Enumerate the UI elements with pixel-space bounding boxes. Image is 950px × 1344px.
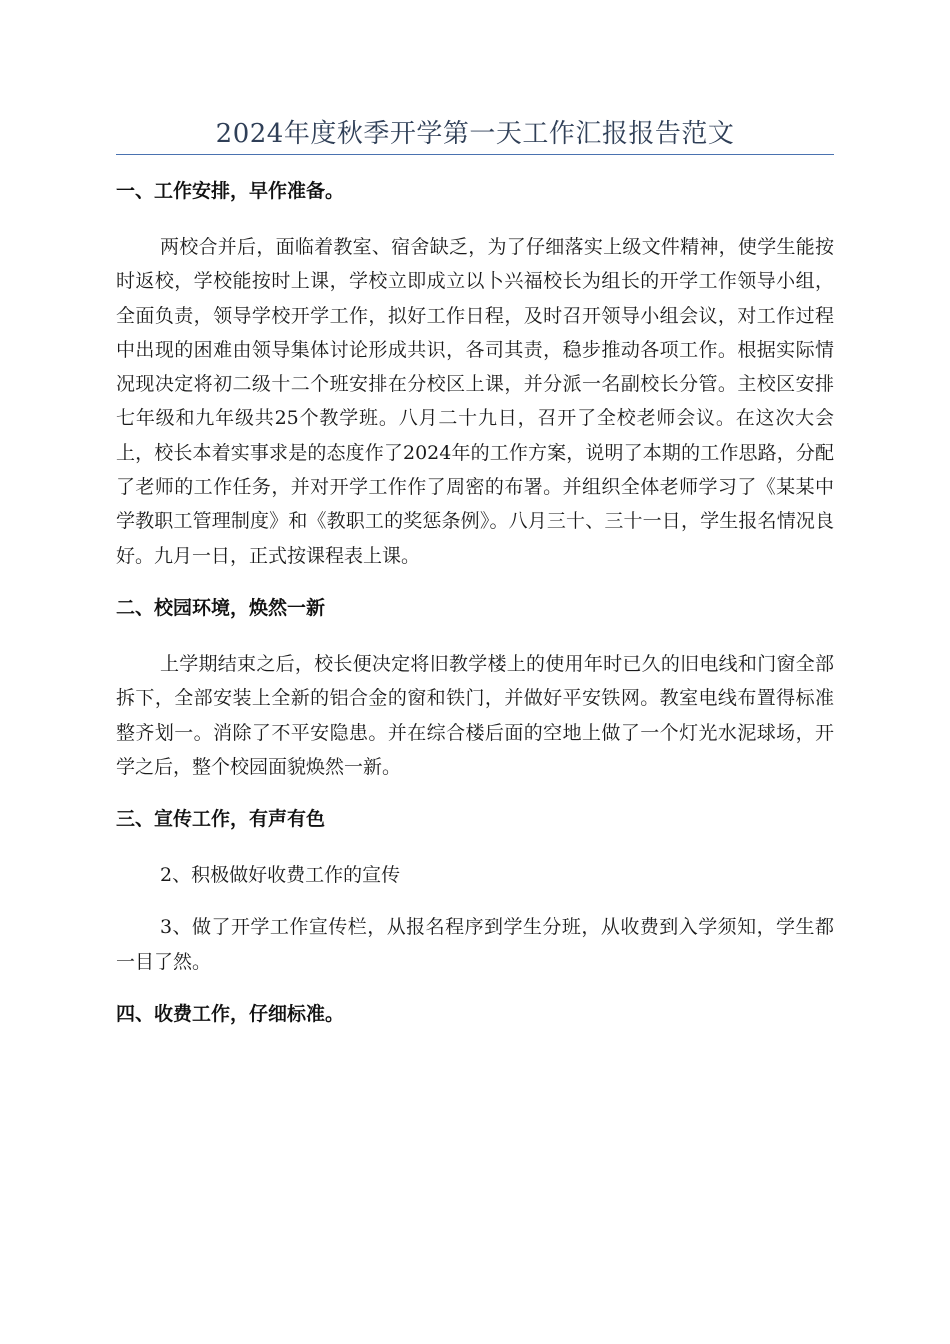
section-heading-2: 二、校园环境，焕然一新: [116, 596, 326, 619]
section-1-paragraph-1: 两校合并后，面临着教室、宿舍缺乏，为了仔细落实上级文件精神，使学生能按时返校，学校能按时上课，学校立即成立以卜兴福校长为组长的开学工作领导小组，全面负责，领导学校开学工作，拟好工作日程，及时召开领导小组会议，对工作过程中出现的困难由领导集体讨论形成共识，各司其责，稳步推动各项工作。根据实际情况现决定将初二级十二个班安排在分校区上课，并分派一名副校长分管。主校区安排七年级和九年级共25个教学班。八月二十九日，召开了全校老师会议。在这次大会上，校长本着实事求是的态度作了2024年的工作方案，说明了本期的工作思路，分配了老师的工作任务，并对开学工作作了周密的布署。并组织全体老师学习了《某某中学教职工管理制度》和《教职工的奖惩条例》。八月三十、三十一日，学生报名情况良好。九月一日，正式按课程表上课。: [116, 236, 834, 567]
section-heading-4: 四、收费工作，仔细标准。: [116, 1003, 345, 1026]
section-3-paragraph-1: 2、积极做好收费工作的宣传: [160, 864, 401, 887]
section-2-paragraph-1: 上学期结束之后，校长便决定将旧教学楼上的使用年时已久的旧电线和门窗全部拆下，全部安装上全新的铝合金的窗和铁门，并做好平安铁网。教室电线布置得标准整齐划一。消除了不平安隐患。并在综合楼后面的空地上做了一个灯光水泥球场，开学之后，整个校园面貌焕然一新。: [116, 652, 834, 778]
section-heading-1: 一、工作安排，早作准备。: [116, 180, 345, 202]
section-3-paragraph-2: 3、做了开学工作宣传栏，从报名程序到学生分班，从收费到入学须知，学生都一目了然。: [116, 916, 834, 973]
document-title: 2024年度秋季开学第一天工作汇报报告范文: [215, 119, 735, 149]
title-underline: [116, 154, 834, 155]
section-heading-3: 三、宣传工作，有声有色: [116, 808, 326, 831]
document-body: [116, 174, 834, 1053]
